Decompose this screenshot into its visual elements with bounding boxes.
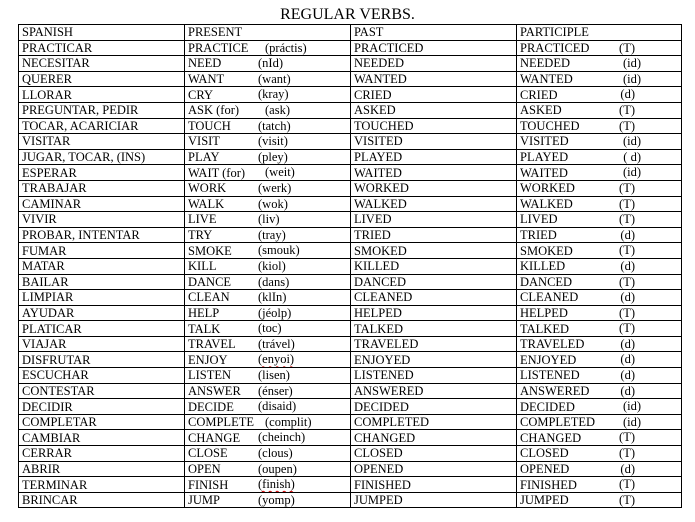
cell-present [185,305,351,321]
table-row [19,258,682,274]
pronunciation: (smouk) [258,243,300,258]
pronunciation: (toc) [258,321,282,336]
cell-spanish: AYUDAR [19,305,185,321]
table-row [19,399,682,415]
ending-sound: (T) [619,492,635,507]
cell-participle [517,305,682,321]
pronunciation: (werk) [258,180,292,195]
participle-verb: VISITED [520,134,569,149]
cell-past: TRIED [351,227,517,243]
participle-verb: SMOKED [520,243,573,258]
cell-participle [517,414,682,430]
table-row [19,492,682,508]
cell-participle [517,212,682,228]
cell-present [185,71,351,87]
table-row [19,290,682,306]
cell-participle [517,134,682,150]
cell-participle [517,290,682,306]
cell-past: TALKED [351,321,517,337]
cell-present [185,430,351,446]
present-verb: JUMP [188,493,220,508]
ending-sound: (T) [619,446,635,461]
present-verb: CLEAN [188,290,230,305]
table-row [19,165,682,181]
table-row [19,336,682,352]
table-row [19,180,682,196]
participle-verb: HELPED [520,305,568,320]
cell-present [185,212,351,228]
cell-present [185,102,351,118]
participle-verb: ASKED [520,103,562,118]
present-verb: KILL [188,259,217,274]
table-row [19,477,682,493]
ending-sound: (T) [619,180,635,195]
cell-spanish: PREGUNTAR, PEDIR [19,102,185,118]
cell-participle [517,477,682,493]
cell-spanish: QUERER [19,71,185,87]
cell-present [185,227,351,243]
cell-past: DECIDED [351,399,517,415]
ending-sound: (id) [622,399,641,414]
present-verb: FINISH [188,477,229,492]
ending-sound: (T) [619,430,635,445]
table-row [19,227,682,243]
pronunciation: (disaid) [258,399,297,414]
cell-past: LISTENED [351,368,517,384]
cell-spanish: JUGAR, TOCAR, (INS) [19,149,185,165]
cell-past: VISITED [351,134,517,150]
cell-past: WORKED [351,180,517,196]
cell-participle [517,258,682,274]
cell-spanish: ESPERAR [19,165,185,181]
ending-sound: (d) [620,352,635,367]
cell-past: TRAVELED [351,336,517,352]
participle-verb: PRACTICED [520,40,590,55]
cell-present [185,399,351,415]
participle-verb: JUMPED [520,493,569,508]
present-verb: DECIDE [188,399,234,414]
pronunciation: (práctis) [265,40,307,55]
pronunciation: (finish) [258,477,295,492]
header-participle: PARTICIPLE [517,25,682,41]
table-row [19,352,682,368]
cell-participle [517,352,682,368]
ending-sound: (id) [622,134,641,149]
cell-participle [517,71,682,87]
table-header-row [19,25,682,41]
header-past: PAST [351,25,517,41]
present-verb: COMPLETE [188,415,254,430]
cell-past: KILLED [351,258,517,274]
present-verb: WORK [188,181,227,196]
ending-sound: (T) [619,40,635,55]
cell-present [185,368,351,384]
table-row [19,321,682,337]
cell-spanish: NECESITAR [19,56,185,72]
cell-past: ENJOYED [351,352,517,368]
ending-sound: (T) [619,102,635,117]
cell-spanish: BRINCAR [19,492,185,508]
present-verb: ASK (for) [188,103,240,118]
present-verb: HELP [188,305,220,320]
pronunciation: (kray) [258,87,289,102]
present-verb: WALK [188,196,225,211]
cell-past: CRIED [351,87,517,103]
table-row [19,134,682,150]
participle-verb: TRAVELED [520,337,585,352]
cell-spanish: CAMINAR [19,196,185,212]
ending-sound: (T) [619,243,635,258]
cell-past: ASKED [351,102,517,118]
participle-verb: TRIED [520,228,557,243]
cell-past: WALKED [351,196,517,212]
table-row [19,274,682,290]
present-verb: DANCE [188,274,232,289]
table-row [19,305,682,321]
cell-past: CHANGED [351,430,517,446]
cell-present [185,134,351,150]
cell-spanish: LLORAR [19,87,185,103]
cell-past: WAITED [351,165,517,181]
participle-verb: WALKED [520,196,573,211]
participle-verb: CHANGED [520,430,582,445]
cell-present [185,258,351,274]
table-row [19,446,682,462]
pronunciation: (complit) [265,414,312,429]
cell-present [185,118,351,134]
pronunciation: (lisen) [258,368,290,383]
pronunciation: (énser) [258,383,293,398]
participle-verb: CLOSED [520,446,569,461]
cell-participle [517,40,682,56]
cell-spanish: DISFRUTAR [19,352,185,368]
participle-verb: NEEDED [520,56,570,71]
cell-past: FINISHED [351,477,517,493]
cell-present [185,461,351,477]
cell-present [185,180,351,196]
cell-past: COMPLETED [351,414,517,430]
cell-participle [517,336,682,352]
ending-sound: (T) [619,196,635,211]
pronunciation: (clous) [258,446,293,461]
participle-verb: WANTED [520,72,573,87]
pronunciation: (cheinch) [258,430,306,445]
pronunciation: (nId) [258,56,283,71]
pronunciation: (oupen) [258,461,297,476]
present-verb: CHANGE [188,430,241,445]
cell-participle [517,196,682,212]
cell-present [185,243,351,259]
participle-verb: COMPLETED [520,415,595,430]
table-row [19,118,682,134]
cell-participle [517,461,682,477]
participle-verb: OPENED [520,461,570,476]
cell-present [185,149,351,165]
cell-past: ANSWERED [351,383,517,399]
pronunciation: (dans) [258,274,290,289]
pronunciation: (enyoi) [258,352,295,367]
present-verb: CRY [188,87,214,102]
cell-spanish: VIVIR [19,212,185,228]
verbs-table [18,24,682,508]
present-verb: TRY [188,228,213,243]
cell-past: NEEDED [351,56,517,72]
cell-spanish: COMPLETAR [19,414,185,430]
ending-sound: (T) [619,477,635,492]
cell-spanish: VISITAR [19,134,185,150]
cell-spanish: DECIDIR [19,399,185,415]
present-verb: VISIT [188,134,220,149]
cell-past: DANCED [351,274,517,290]
cell-spanish: CERRAR [19,446,185,462]
present-verb: LIVE [188,212,217,227]
cell-participle [517,243,682,259]
ending-sound: (T) [619,212,635,227]
participle-verb: ENJOYED [520,352,577,367]
header-present: PRESENT [185,25,351,41]
pronunciation: (tray) [258,227,286,242]
pronunciation: (weit) [265,165,295,180]
present-verb: CLOSE [188,446,228,461]
cell-spanish: TERMINAR [19,477,185,493]
ending-sound: (d) [620,383,635,398]
cell-spanish: BAILAR [19,274,185,290]
table-row [19,56,682,72]
cell-spanish: LIMPIAR [19,290,185,306]
cell-spanish: CAMBIAR [19,430,185,446]
participle-verb: LISTENED [520,368,580,383]
cell-participle [517,165,682,181]
cell-participle [517,102,682,118]
cell-present [185,56,351,72]
cell-spanish: ESCUCHAR [19,368,185,384]
cell-present [185,414,351,430]
cell-spanish: PRACTICAR [19,40,185,56]
pronunciation: (tatch) [258,118,291,133]
cell-past: CLOSED [351,446,517,462]
table-row [19,87,682,103]
cell-participle [517,321,682,337]
cell-participle [517,383,682,399]
cell-present [185,196,351,212]
cell-participle [517,368,682,384]
cell-participle [517,180,682,196]
table-row [19,383,682,399]
table-row [19,149,682,165]
present-verb: PLAY [188,150,220,165]
cell-present [185,336,351,352]
cell-participle [517,399,682,415]
ending-sound: (d) [620,461,635,476]
present-verb: PRACTICE [188,40,249,55]
cell-participle [517,227,682,243]
cell-present [185,446,351,462]
pronunciation: (pley) [258,149,288,164]
cell-past: JUMPED [351,492,517,508]
cell-spanish: FUMAR [19,243,185,259]
cell-present [185,492,351,508]
participle-verb: ANSWERED [520,383,590,398]
cell-participle [517,274,682,290]
cell-participle [517,87,682,103]
ending-sound: (T) [619,305,635,320]
table-row [19,368,682,384]
cell-past: TOUCHED [351,118,517,134]
pronunciation: (visit) [258,134,288,149]
present-verb: WAIT (for) [188,165,246,180]
pronunciation: (yomp) [258,492,295,507]
present-verb: ANSWER [188,383,241,398]
cell-past: WANTED [351,71,517,87]
cell-participle [517,446,682,462]
cell-past: HELPED [351,305,517,321]
ending-sound: (d) [620,336,635,351]
cell-present [185,352,351,368]
ending-sound: (d) [620,258,635,273]
cell-past: CLEANED [351,290,517,306]
table-row [19,102,682,118]
present-verb: WANT [188,72,225,87]
pronunciation: (kiol) [258,258,286,273]
ending-sound: (id) [622,56,641,71]
ending-sound: (id) [622,165,641,180]
participle-verb: LIVED [520,212,558,227]
header-spanish: SPANISH [19,25,185,41]
cell-present [185,290,351,306]
cell-spanish: MATAR [19,258,185,274]
cell-present [185,40,351,56]
ending-sound: (T) [619,118,635,133]
cell-spanish: PROBAR, INTENTAR [19,227,185,243]
table-row [19,430,682,446]
ending-sound: (d) [620,227,635,242]
participle-verb: TALKED [520,321,569,336]
table-row [19,71,682,87]
cell-spanish: VIAJAR [19,336,185,352]
participle-verb: PLAYED [520,150,569,165]
participle-verb: WAITED [520,165,568,180]
participle-verb: KILLED [520,259,566,274]
pronunciation: (wok) [258,196,288,211]
cell-present [185,165,351,181]
present-verb: NEED [188,56,222,71]
present-verb: TOUCH [188,118,231,133]
pronunciation: (ask) [265,102,290,117]
present-verb: TALK [188,321,221,336]
pronunciation: (trável) [258,336,295,351]
cell-participle [517,430,682,446]
pronunciation: (want) [258,71,291,86]
present-verb: LISTEN [188,368,232,383]
participle-verb: DECIDED [520,399,575,414]
pronunciation: (klIn) [258,290,287,305]
cell-present [185,87,351,103]
cell-participle [517,492,682,508]
ending-sound: ( d) [623,149,641,164]
participle-verb: CLEANED [520,290,579,305]
ending-sound: (T) [619,321,635,336]
cell-spanish: CONTESTAR [19,383,185,399]
cell-past: PLAYED [351,149,517,165]
cell-spanish: PLATICAR [19,321,185,337]
cell-spanish: ABRIR [19,461,185,477]
present-verb: OPEN [188,461,221,476]
table-row [19,414,682,430]
cell-past: OPENED [351,461,517,477]
cell-spanish: TRABAJAR [19,180,185,196]
participle-verb: TOUCHED [520,118,580,133]
table-row [19,461,682,477]
ending-sound: (id) [622,71,641,86]
participle-verb: FINISHED [520,477,577,492]
cell-past: PRACTICED [351,40,517,56]
present-verb: TRAVEL [188,337,236,352]
table-row [19,243,682,259]
table-row [19,196,682,212]
ending-sound: (T) [619,274,635,289]
page-title: REGULAR VERBS. [280,6,415,23]
participle-verb: WORKED [520,181,575,196]
present-verb: ENJOY [188,352,228,367]
table-row [19,40,682,56]
cell-past: LIVED [351,212,517,228]
cell-spanish: TOCAR, ACARICIAR [19,118,185,134]
present-verb: SMOKE [188,243,232,258]
cell-present [185,383,351,399]
cell-present [185,321,351,337]
cell-present [185,274,351,290]
ending-sound: (d) [620,368,635,383]
table-row [19,212,682,228]
cell-participle [517,56,682,72]
participle-verb: DANCED [520,274,573,289]
cell-present [185,477,351,493]
ending-sound: (id) [622,414,641,429]
pronunciation: (liv) [258,212,280,227]
pronunciation: (jéolp) [258,305,292,320]
cell-participle [517,149,682,165]
cell-participle [517,118,682,134]
ending-sound: (d) [620,87,635,102]
ending-sound: (d) [620,290,635,305]
participle-verb: CRIED [520,87,558,102]
cell-past: SMOKED [351,243,517,259]
